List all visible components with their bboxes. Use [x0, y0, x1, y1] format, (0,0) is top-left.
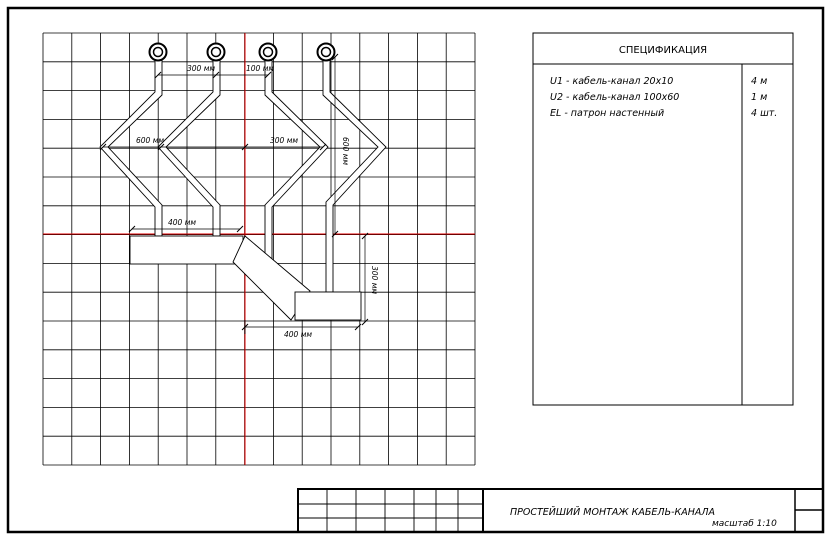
dim-300-mid: 300 мм: [270, 136, 299, 145]
spec-row-2-qty: 1 м: [751, 92, 768, 103]
wall-lamp-socket-icon: [318, 44, 335, 61]
spec-row-3-qty: 4 шт.: [751, 108, 778, 119]
wall-lamp-socket-icon: [150, 44, 167, 61]
spec-row-1-name: U1 - кабель-канал 20х10: [550, 76, 674, 87]
wall-lamp-socket-icon: [260, 44, 277, 61]
dim-300-top: 300 мм: [187, 64, 216, 73]
wall-lamp-socket-icon: [208, 44, 225, 61]
dim-400-bottom: 400 мм: [284, 330, 313, 339]
dim-300-vertical: 300 мм: [370, 266, 379, 295]
main-channel-left: [130, 236, 243, 264]
drawing-title: ПРОСТЕЙШИЙ МОНТАЖ КАБЕЛЬ-КАНАЛА: [510, 507, 716, 518]
specification-table: [533, 33, 793, 405]
spec-row-2-name: U2 - кабель-канал 100х60: [550, 92, 680, 103]
spec-row-1-qty: 4 м: [751, 76, 768, 87]
main-channel-right: [295, 292, 361, 320]
wall-lamp-sockets: [150, 44, 335, 61]
dim-400-left: 400 мм: [168, 218, 197, 227]
spec-title: СПЕЦИФИКАЦИЯ: [618, 45, 708, 56]
sheet-frame: [8, 8, 823, 532]
drawing-scale: масштаб 1:10: [712, 519, 777, 529]
dim-600-vertical: 600 мм: [341, 137, 350, 166]
spec-row-3-name: EL - патрон настенный: [550, 108, 665, 119]
dim-600-left: 600 мм: [136, 136, 165, 145]
dim-100-top: 100 мм: [246, 64, 275, 73]
cable-channel-4: [323, 60, 386, 295]
